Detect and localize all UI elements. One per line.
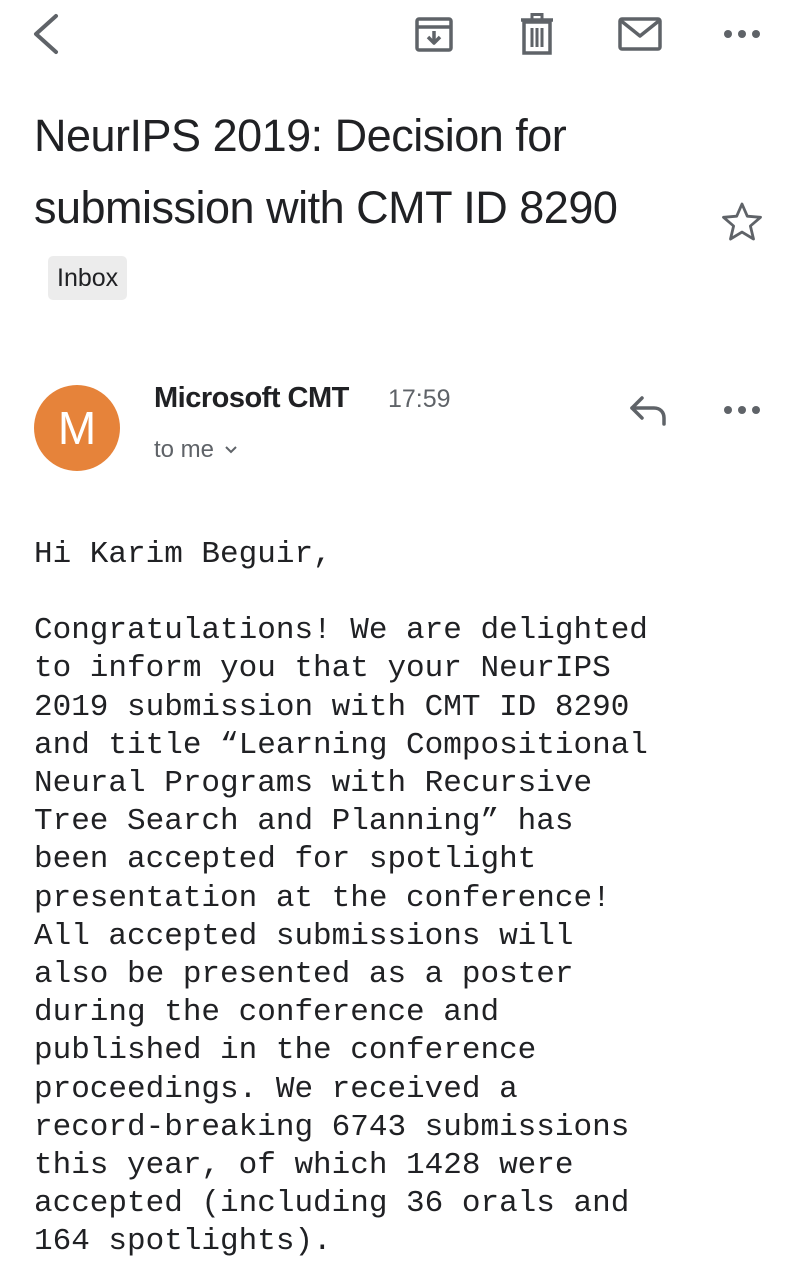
top-toolbar	[0, 0, 800, 72]
more-options-button[interactable]	[716, 8, 768, 60]
body-line: Tree Search and Planning” has	[34, 804, 574, 840]
more-horizontal-icon	[722, 404, 762, 416]
recipient-text: to me	[154, 436, 215, 463]
body-line: to inform you that your NeurIPS	[34, 651, 611, 687]
body-line: published in the conference	[34, 1033, 537, 1069]
archive-button[interactable]	[408, 8, 460, 60]
body-line: 2019 submission with CMT ID 8290	[34, 689, 630, 725]
body-line: 164 spotlights).	[34, 1224, 332, 1260]
sender-name: Microsoft CMT	[154, 382, 349, 414]
body-line: also be presented as a poster	[34, 957, 574, 993]
body-line: All accepted submissions will	[34, 918, 574, 954]
mail-icon	[618, 17, 662, 51]
inbox-label-chip[interactable]: Inbox	[48, 256, 127, 300]
body-line: this year, of which 1428 were	[34, 1148, 574, 1184]
more-horizontal-icon	[722, 28, 762, 40]
chevron-down-icon	[224, 445, 238, 455]
body-line: record-breaking 6743 submissions	[34, 1109, 630, 1145]
star-button[interactable]	[716, 196, 768, 248]
body-line: presentation at the conference!	[34, 880, 611, 916]
body-line: Neural Programs with Recursive	[34, 766, 593, 802]
body-line: been accepted for spotlight	[34, 842, 537, 878]
back-button[interactable]	[20, 8, 72, 60]
star-outline-icon	[721, 202, 763, 242]
back-arrow-icon	[29, 12, 63, 56]
archive-icon	[414, 14, 454, 54]
sent-time: 17:59	[388, 385, 451, 413]
trash-icon	[519, 13, 555, 55]
body-line: Congratulations! We are delighted	[34, 613, 648, 649]
email-subject: NeurIPS 2019: Decision for submission with CMT ID 8290	[34, 110, 618, 233]
body-line: proceedings. We received a	[34, 1071, 518, 1107]
body-line: and title “Learning Compositional	[34, 727, 648, 763]
email-subject-block	[34, 100, 674, 316]
message-more-options-button[interactable]	[716, 384, 768, 436]
mark-unread-button[interactable]	[614, 8, 666, 60]
delete-button[interactable]	[511, 8, 563, 60]
reply-icon	[628, 394, 668, 426]
body-line: during the conference and	[34, 995, 500, 1031]
sender-avatar: M	[34, 385, 120, 471]
email-greeting: Hi Karim Beguir,	[34, 537, 332, 572]
recipient-details-toggle[interactable]	[154, 436, 238, 464]
email-body	[34, 536, 774, 1262]
body-line: accepted (including 36 orals and	[34, 1186, 630, 1222]
reply-button[interactable]	[622, 384, 674, 436]
